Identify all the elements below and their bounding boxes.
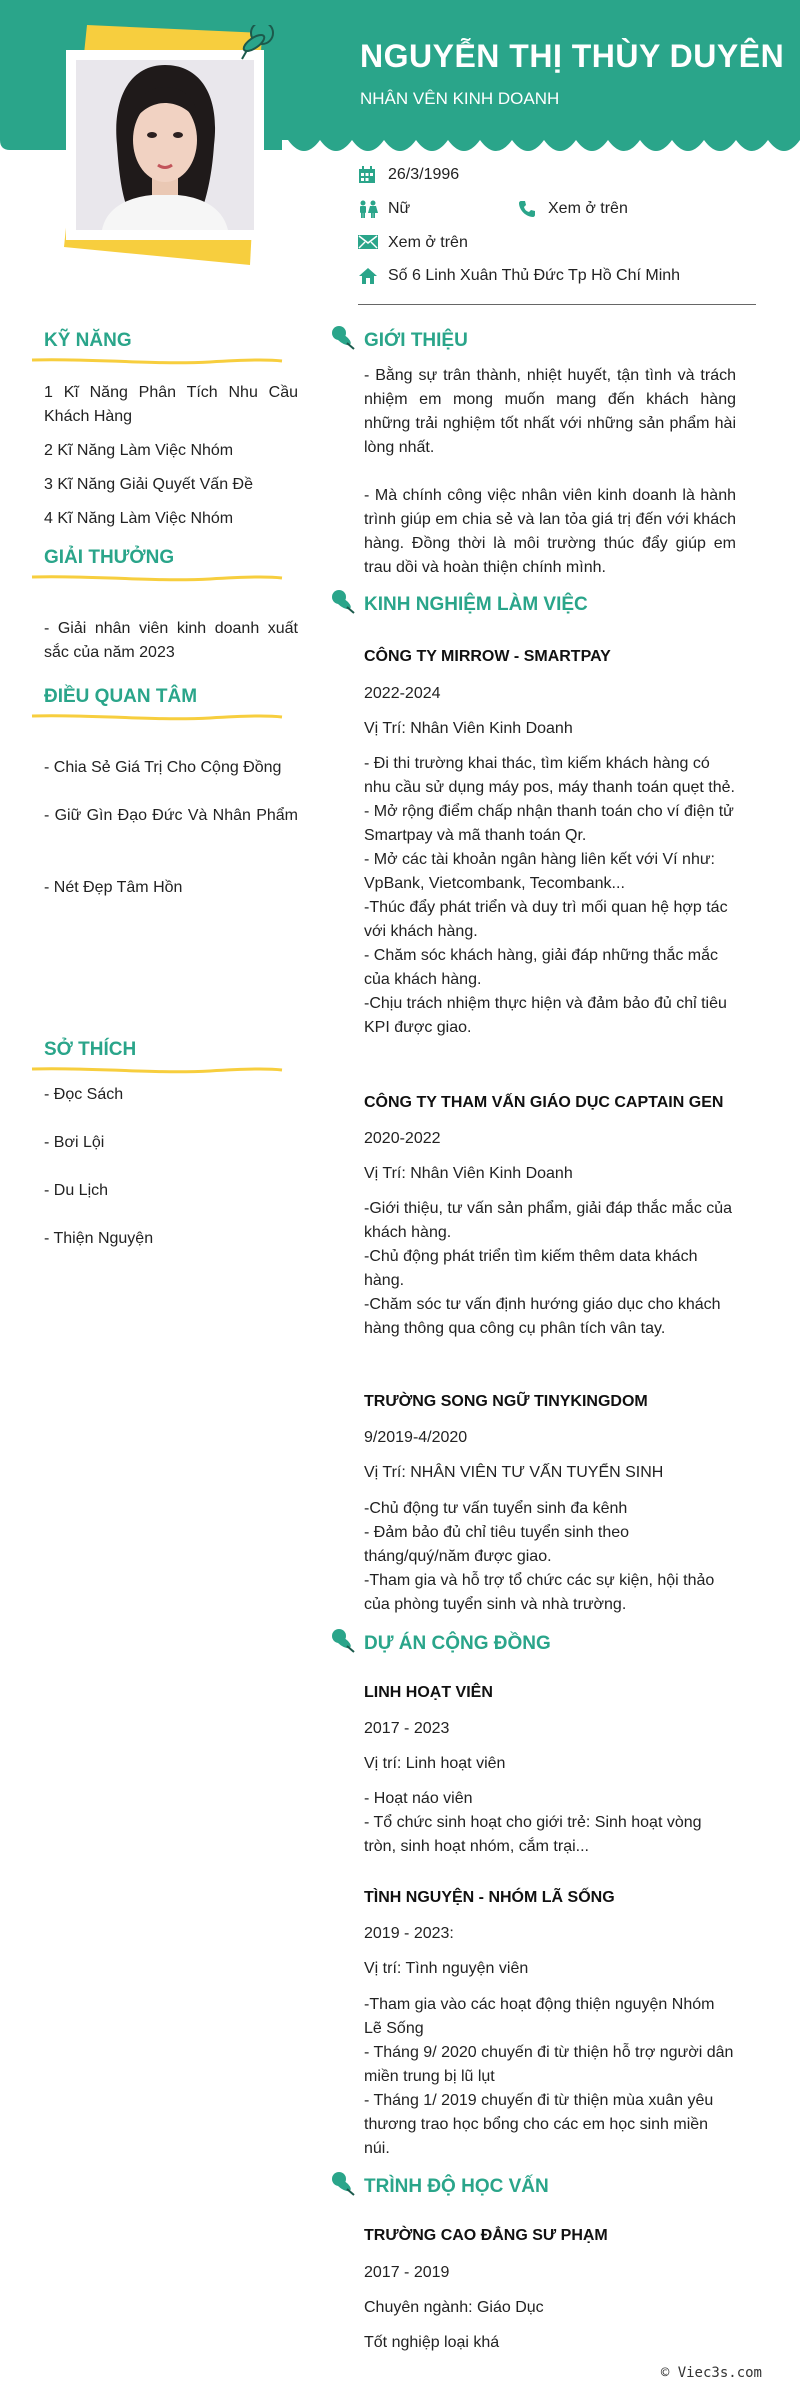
skills-item: 4 Kĩ Năng Làm Việc Nhóm [44,510,234,527]
intro-paragraph: - Mà chính công việc nhân viên kinh doanh là hành trình giúp em chia sẻ và lan tỏa giá trị đến với khách hàng. Đồng thời là môi trường thúc đẩy giúp em trau dồi và hoàn thiện chính mình. [364,487,736,576]
hobbies-title: SỞ THÍCH [44,1039,137,1060]
job-company: TRƯỜNG SONG NGỮ TINYKINGDOM [364,1393,648,1410]
education-school: TRƯỜNG CAO ĐẲNG SƯ PHẠM [364,2227,608,2244]
project-details: - Hoạt náo viên - Tổ chức sinh hoạt cho giới trẻ: Sinh hoạt vòng tròn, sinh hoạt nhóm, cắm trại... [364,1790,702,1855]
avatar [76,60,254,230]
job-details: - Đi thi trường khai thác, tìm kiếm khách hàng có nhu cầu sử dụng máy pos, máy thanh toán quẹt thẻ. - Mở rộng điểm chấp nhận thanh toán cho ví điện tử Smartpay và mã thanh toán Qr. - Mở các tài khoản ngân hàng liên kết với Ví như: VpBank, Vietcombank, Tecombank... -Thúc đẩy phát triển và duy trì mối quan hệ hợp tác với khách hàng. - Chăm sóc khách hàng, giải đáp những thắc mắc của khách hàng. -Chịu trách nhiệm thực hiện và đảm bảo đủ chỉ tiêu KPI được giao. [364,755,735,1036]
phone-icon [518,200,538,218]
project-name: TÌNH NGUYỆN - NHÓM LÃ SỐNG [364,1889,615,1906]
project-position: Vị trí: Linh hoạt viên [364,1755,506,1772]
awards-item: - Giải nhân viên kinh doanh xuất sắc của năm 2023 [44,620,298,661]
hobbies-item: - Du Lịch [44,1182,109,1199]
contact-divider [358,304,756,305]
birthday-value: 26/3/1996 [388,166,460,183]
job-position: Vị Trí: NHÂN VIÊN TƯ VẤN TUYỂN SINH [364,1464,664,1481]
project-position: Vị trí: Tình nguyện viên [364,1960,529,1977]
pushpin-icon [330,324,356,350]
project-period: 2019 - 2023: [364,1925,454,1942]
interests-item: - Nét Đẹp Tâm Hồn [44,879,183,896]
project-name: LINH HOẠT VIÊN [364,1684,493,1701]
skills-item: 3 Kĩ Năng Giải Quyết Vấn Đề [44,476,253,493]
gender-icon [358,200,378,218]
profile-photo-frame [62,25,282,275]
calendar-icon [358,166,378,184]
intro-paragraph: - Bằng sự trân thành, nhiệt huyết, tận tình và trách nhiệm em mong muốn mang đến khách hàng những trải nghiệm tốt nhất với những sản phẩm hài lòng nhất. [364,367,736,456]
contact-address [358,264,680,288]
contact-phone [518,197,628,221]
skills-underline [30,356,284,366]
email-value: Xem ở trên [388,234,468,251]
pushpin-icon [330,1627,356,1653]
pushpin-icon [330,588,356,614]
home-icon [358,267,378,285]
hobbies-underline [30,1065,284,1075]
education-major: Chuyên ngành: Giáo Dục [364,2299,544,2316]
watermark: © Viec3s.com [660,2365,762,2381]
pushpin-icon [330,2170,356,2196]
project-details: -Tham gia vào các hoạt động thiện nguyện Nhóm Lẽ Sống - Tháng 9/ 2020 chuyến đi từ thiện hỗ trợ người dân miền trung bị lũ lụt - Tháng 1/ 2019 chuyến đi từ thiện mùa xuân yêu thương trao học bổng cho các em học sinh miền núi. [364,1996,734,2157]
candidate-role: NHÂN VÊN KINH DOANH [360,89,560,108]
skills-item: 2 Kĩ Năng Làm Việc Nhóm [44,442,234,459]
phone-value: Xem ở trên [548,200,628,217]
job-period: 2022-2024 [364,685,441,702]
education-grade: Tốt nghiệp loại khá [364,2334,500,2351]
hobbies-item: - Đọc Sách [44,1086,124,1103]
contact-birthday [358,163,459,187]
address-value: Số 6 Linh Xuân Thủ Đức Tp Hồ Chí Minh [388,267,681,284]
awards-underline [30,573,284,583]
job-details: -Chủ động tư vấn tuyển sinh đa kênh - Đảm bảo đủ chỉ tiêu tuyển sinh theo tháng/quý/năm được giao. -Tham gia và hỗ trợ tổ chức các sự kiện, hội thảo của phòng tuyển sinh và nhà trường. [364,1500,715,1613]
skills-item: 1 Kĩ Năng Phân Tích Nhu Cầu Khách Hàng [44,384,298,425]
job-company: CÔNG TY MIRROW - SMARTPAY [364,648,611,665]
candidate-name: NGUYỄN THỊ THÙY DUYÊN [360,38,785,74]
contact-gender [358,197,410,221]
skills-title: KỸ NĂNG [44,330,132,351]
hobbies-item: - Thiện Nguyện [44,1230,154,1247]
education-period: 2017 - 2019 [364,2264,450,2281]
hobbies-item: - Bơi Lội [44,1134,105,1151]
project-period: 2017 - 2023 [364,1720,450,1737]
interests-title: ĐIỀU QUAN TÂM [44,686,198,707]
job-position: Vị Trí: Nhân Viên Kinh Doanh [364,720,573,737]
job-position: Vị Trí: Nhân Viên Kinh Doanh [364,1165,573,1182]
job-period: 9/2019-4/2020 [364,1429,468,1446]
job-company: CÔNG TY THAM VẤN GIÁO DỤC CAPTAIN GEN [364,1094,724,1111]
experience-title: KINH NGHIỆM LÀM VIỆC [364,594,588,615]
community-title: DỰ ÁN CỘNG ĐỒNG [364,1633,551,1654]
interests-underline [30,712,284,722]
interests-item: - Giữ Gìn Đạo Đức Và Nhân Phẩm [44,807,298,824]
gender-value: Nữ [388,200,411,217]
contact-email [358,231,468,255]
awards-title: GIẢI THƯỞNG [44,547,175,568]
education-title: TRÌNH ĐỘ HỌC VẤN [364,2176,549,2197]
email-icon [358,234,378,252]
interests-item: - Chia Sẻ Giá Trị Cho Cộng Đồng [44,759,282,776]
job-period: 2020-2022 [364,1130,441,1147]
job-details: -Giới thiệu, tư vấn sản phẩm, giải đáp thắc mắc của khách hàng. -Chủ động phát triển tìm kiếm thêm data khách hàng. -Chăm sóc tư vấn định hướng giáo dục cho khách hàng thông qua công cụ phân tích vân tay. [364,1200,733,1337]
intro-title: GIỚI THIỆU [364,330,468,351]
